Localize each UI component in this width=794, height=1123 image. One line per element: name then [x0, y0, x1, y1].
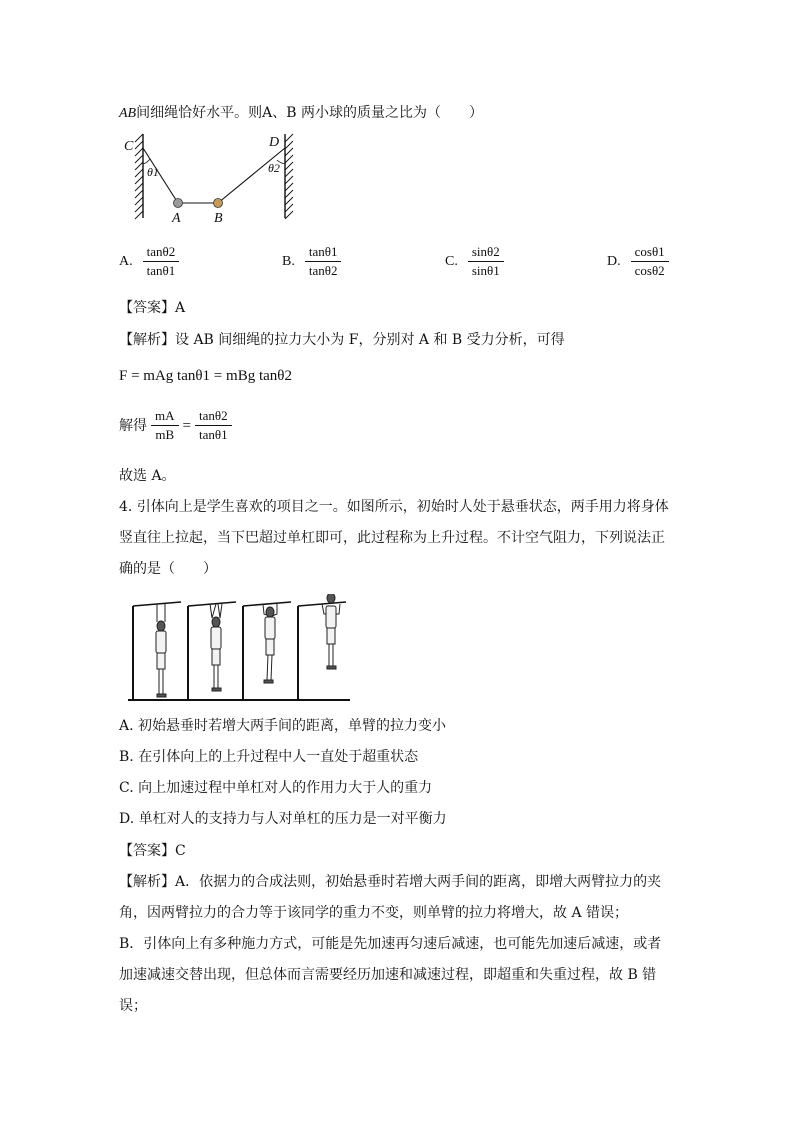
q3-stem: [119, 103, 483, 124]
q3-equation: F = mAg tanθ1 = mBg tanθ2: [119, 368, 292, 384]
q3-answer: [119, 298, 185, 318]
q3-option-c[interactable]: C. $\frac{\sin\theta 2}{\sin\theta 1}$: [445, 244, 504, 279]
q3-answer-tag: 【答案】: [119, 300, 175, 316]
q4-analysis-line2: 角，因两臂拉力的合力等于该同学的重力不变，则单臂的拉力将增大，故 A 错误；: [119, 905, 629, 921]
q3-analysis-tag: 【解析】: [119, 332, 175, 348]
q4-answer-tag: 【答案】: [119, 843, 175, 859]
label-theta1: θ1: [147, 165, 159, 179]
q3-answer-value: A: [175, 300, 186, 316]
label-a: A: [172, 211, 181, 226]
label-d: D: [269, 135, 280, 150]
q3-conclusion: 故选 A。: [119, 468, 176, 484]
q4-answer-value: C: [175, 843, 186, 859]
q3-pendulum-figure: [118, 132, 308, 228]
q3-option-a[interactable]: A. $\frac{\tan\theta 2}{\tan\theta 1}$: [119, 244, 179, 279]
q4-analysis-line4: 加速减速交替出现，但总体而言需要经历加速和减速过程，即超重和失重过程，故 B 错: [119, 967, 657, 983]
q3-option-d[interactable]: D. $\frac{\cos\theta 1}{\cos\theta 2}$: [607, 244, 669, 279]
q3-stem-prefix: AB: [119, 106, 137, 121]
q4-analysis-line1: 【解析】A．依据力的合成法则，初始悬垂时若增大两手间的距离，即增大两臂拉力的夹: [119, 874, 662, 890]
q4-option-a[interactable]: A. 初始悬垂时若增大两手间的距离，单臂的拉力变小: [119, 718, 447, 734]
q4-stem-line3: 确的是（ ）: [119, 561, 217, 577]
q3-analysis-text: 设 AB 间细绳的拉力大小为 F，分别对 A 和 B 受力分析，可得: [175, 332, 565, 348]
q3-option-b[interactable]: B. $\frac{\tan\theta 1}{\tan\theta 2}$: [282, 244, 341, 279]
label-b: B: [214, 211, 223, 226]
q4-analysis-line3: B．引体向上有多种施力方式，可能是先加速再匀速后减速，也可能先加速后减速，或者: [119, 936, 662, 952]
q3-solve-prefix: 解得: [119, 417, 147, 434]
q4-option-b[interactable]: B. 在引体向上的上升过程中人一直处于超重状态: [119, 749, 419, 765]
label-theta2: θ2: [268, 161, 280, 175]
label-c: C: [124, 139, 134, 154]
q4-analysis-tag: 【解析】: [119, 874, 175, 890]
q3-stem-text: 间细绳恰好水平。则A、B 两小球的质量之比为（ ）: [136, 105, 483, 121]
q3-solve: 解得 $\frac{mA}{mB}$ = $\frac{\tan\theta 2}{\tan\theta 1}$: [119, 408, 232, 443]
q4-pullup-figure: [126, 594, 354, 704]
q4-stem-line1: 4. 引体向上是学生喜欢的项目之一。如图所示，初始时人处于悬垂状态，两手用力将身体: [119, 499, 669, 515]
q4-answer: [119, 841, 186, 861]
q3-analysis: [119, 330, 565, 350]
q4-option-d[interactable]: D. 单杠对人的支持力与人对单杠的压力是一对平衡力: [119, 811, 447, 827]
q4-option-c[interactable]: C. 向上加速过程中单杠对人的作用力大于人的重力: [119, 780, 433, 796]
q4-stem-line2: 竖直往上拉起，当下巴超过单杠即可，此过程称为上升过程。不计空气阻力，下列说法正: [119, 530, 665, 546]
q4-analysis-line5: 误；: [119, 998, 147, 1014]
